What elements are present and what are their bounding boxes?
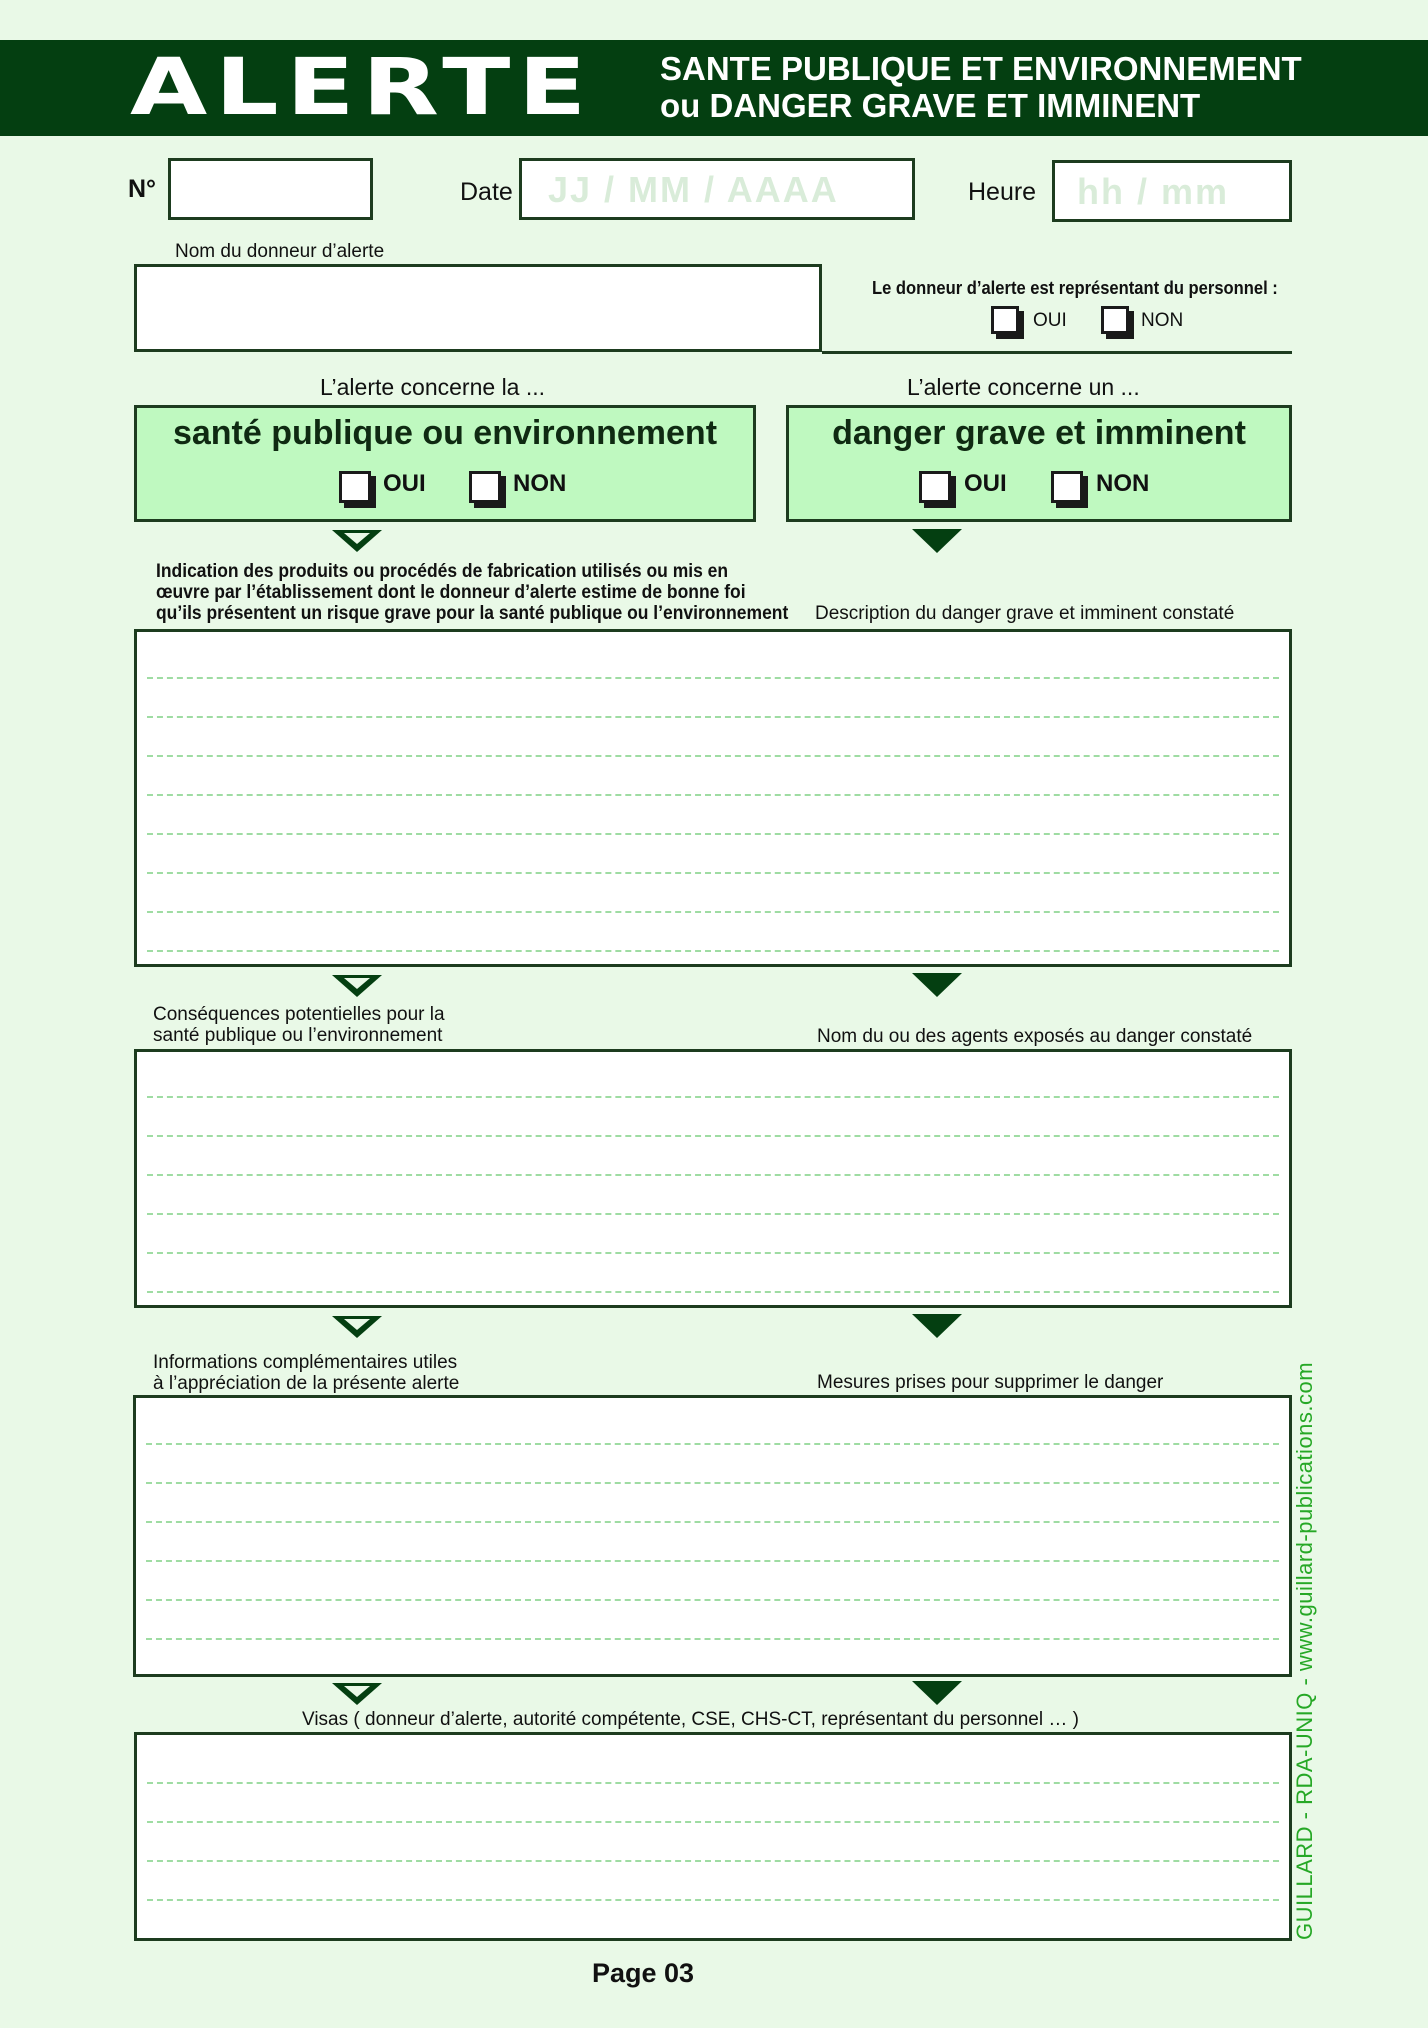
right-arrow-3-icon (912, 1314, 962, 1338)
left-concerns-label: L’alerte concerne la ... (320, 374, 546, 400)
section3-text-area[interactable] (133, 1395, 1292, 1677)
imminent-danger-title: danger grave et imminent (832, 414, 1246, 452)
section3-left-label-line2: à l’appréciation de la présente alerte (153, 1373, 460, 1394)
section1-left-label-line1: Indication des produits ou procédés de fabrication utilisés ou mis en (156, 561, 729, 582)
page-number: Page 03 (592, 1958, 695, 1988)
section3-left-label-line1: Informations complémentaires utiles (153, 1352, 458, 1373)
writing-line (147, 755, 1279, 757)
imminent-danger-box (786, 405, 1292, 522)
public-health-non-checkbox[interactable] (469, 471, 501, 503)
section3-left-label (153, 1352, 459, 1394)
public-health-box (134, 405, 756, 522)
writing-line (147, 1096, 1279, 1098)
public-health-title: santé publique ou environnement (172, 414, 718, 452)
writing-line (146, 1599, 1279, 1601)
left-arrow-4-icon (332, 1683, 382, 1705)
writing-line (146, 1521, 1279, 1523)
writing-line (147, 1821, 1279, 1823)
writing-line (147, 833, 1279, 835)
writing-line (147, 1252, 1279, 1254)
representative-non-label: NON (1141, 310, 1184, 331)
date-field[interactable] (519, 158, 915, 220)
header-banner (0, 40, 1428, 136)
right-arrow-4-icon (912, 1681, 962, 1705)
donor-name-label: Nom du donneur d’alerte (175, 241, 385, 262)
writing-line (147, 1860, 1279, 1862)
number-field[interactable] (168, 158, 373, 220)
writing-line (147, 950, 1279, 952)
left-arrow-2-icon (332, 975, 382, 997)
section1-right-label: Description du danger grave et imminent constaté (815, 603, 1235, 624)
section2-left-label-line1: Conséquences potentielles pour la (153, 1004, 445, 1025)
section2-text-area[interactable] (134, 1049, 1292, 1308)
writing-line (147, 677, 1279, 679)
writing-line (147, 1899, 1279, 1901)
left-arrow-1-icon (332, 530, 382, 552)
time-placeholder: hh / mm (1077, 171, 1230, 212)
writing-line (147, 872, 1279, 874)
public-health-non-label: NON (513, 470, 567, 497)
left-arrow-3-icon (332, 1316, 382, 1338)
writing-line (146, 1443, 1279, 1445)
representative-oui-checkbox[interactable] (991, 306, 1019, 334)
writing-line (147, 794, 1279, 796)
writing-line (147, 1174, 1279, 1176)
imminent-danger-non-label: NON (1096, 470, 1150, 497)
imminent-danger-oui-checkbox[interactable] (919, 471, 951, 503)
writing-line (146, 1560, 1279, 1562)
section2-left-label-line2: santé publique ou l’environnement (153, 1025, 443, 1046)
time-field[interactable] (1052, 160, 1292, 222)
writing-line (146, 1482, 1279, 1484)
donor-name-field[interactable] (134, 264, 822, 352)
public-health-oui-label: OUI (383, 470, 426, 497)
section2-left-label (153, 1004, 445, 1046)
writing-line (147, 716, 1279, 718)
section1-text-area[interactable] (134, 629, 1292, 967)
writing-line (147, 1782, 1279, 1784)
date-placeholder: JJ / MM / AAAA (548, 169, 839, 210)
form-subtitle-line1: SANTE PUBLIQUE ET ENVIRONNEMENT (660, 50, 1302, 87)
representative-oui-label: OUI (1033, 310, 1067, 331)
visas-label: Visas ( donneur d’alerte, autorité compétente, CSE, CHS-CT, représentant du personnel … ) (302, 1709, 1079, 1730)
representative-non-checkbox[interactable] (1101, 306, 1129, 334)
public-health-oui-checkbox[interactable] (339, 471, 371, 503)
publisher-credit: GUILLARD - RDA-UNIQ - www.guillard-publications.com (1292, 1361, 1317, 1940)
right-arrow-1-icon (912, 529, 962, 553)
divider-line (822, 351, 1292, 354)
section2-right-label: Nom du ou des agents exposés au danger constaté (817, 1026, 1253, 1047)
imminent-danger-non-checkbox[interactable] (1051, 471, 1083, 503)
section3-right-label: Mesures prises pour supprimer le danger (817, 1372, 1164, 1393)
right-arrow-2-icon (912, 973, 962, 997)
form-subtitle-line2: ou DANGER GRAVE ET IMMINENT (660, 87, 1201, 124)
writing-line (147, 1291, 1279, 1293)
section1-left-label (156, 561, 788, 624)
writing-line (147, 1135, 1279, 1137)
writing-line (147, 911, 1279, 913)
section1-left-label-line2: œuvre par l’établissement dont le donneur d’alerte estime de bonne foi (156, 582, 746, 603)
time-label: Heure (968, 178, 1037, 206)
right-concerns-label: L’alerte concerne un ... (907, 374, 1140, 400)
writing-line (146, 1638, 1279, 1640)
number-label: N° (128, 175, 157, 203)
representative-question: Le donneur d’alerte est représentant du personnel : (872, 278, 1278, 298)
section1-left-label-line3: qu’ils présentent un risque grave pour la santé publique ou l’environnement (156, 603, 789, 624)
form-title: ALERTE (130, 43, 594, 133)
form-subtitle (660, 50, 1302, 124)
date-label: Date (460, 178, 513, 206)
writing-line (147, 1213, 1279, 1215)
imminent-danger-oui-label: OUI (964, 470, 1007, 497)
visas-text-area[interactable] (134, 1732, 1292, 1941)
